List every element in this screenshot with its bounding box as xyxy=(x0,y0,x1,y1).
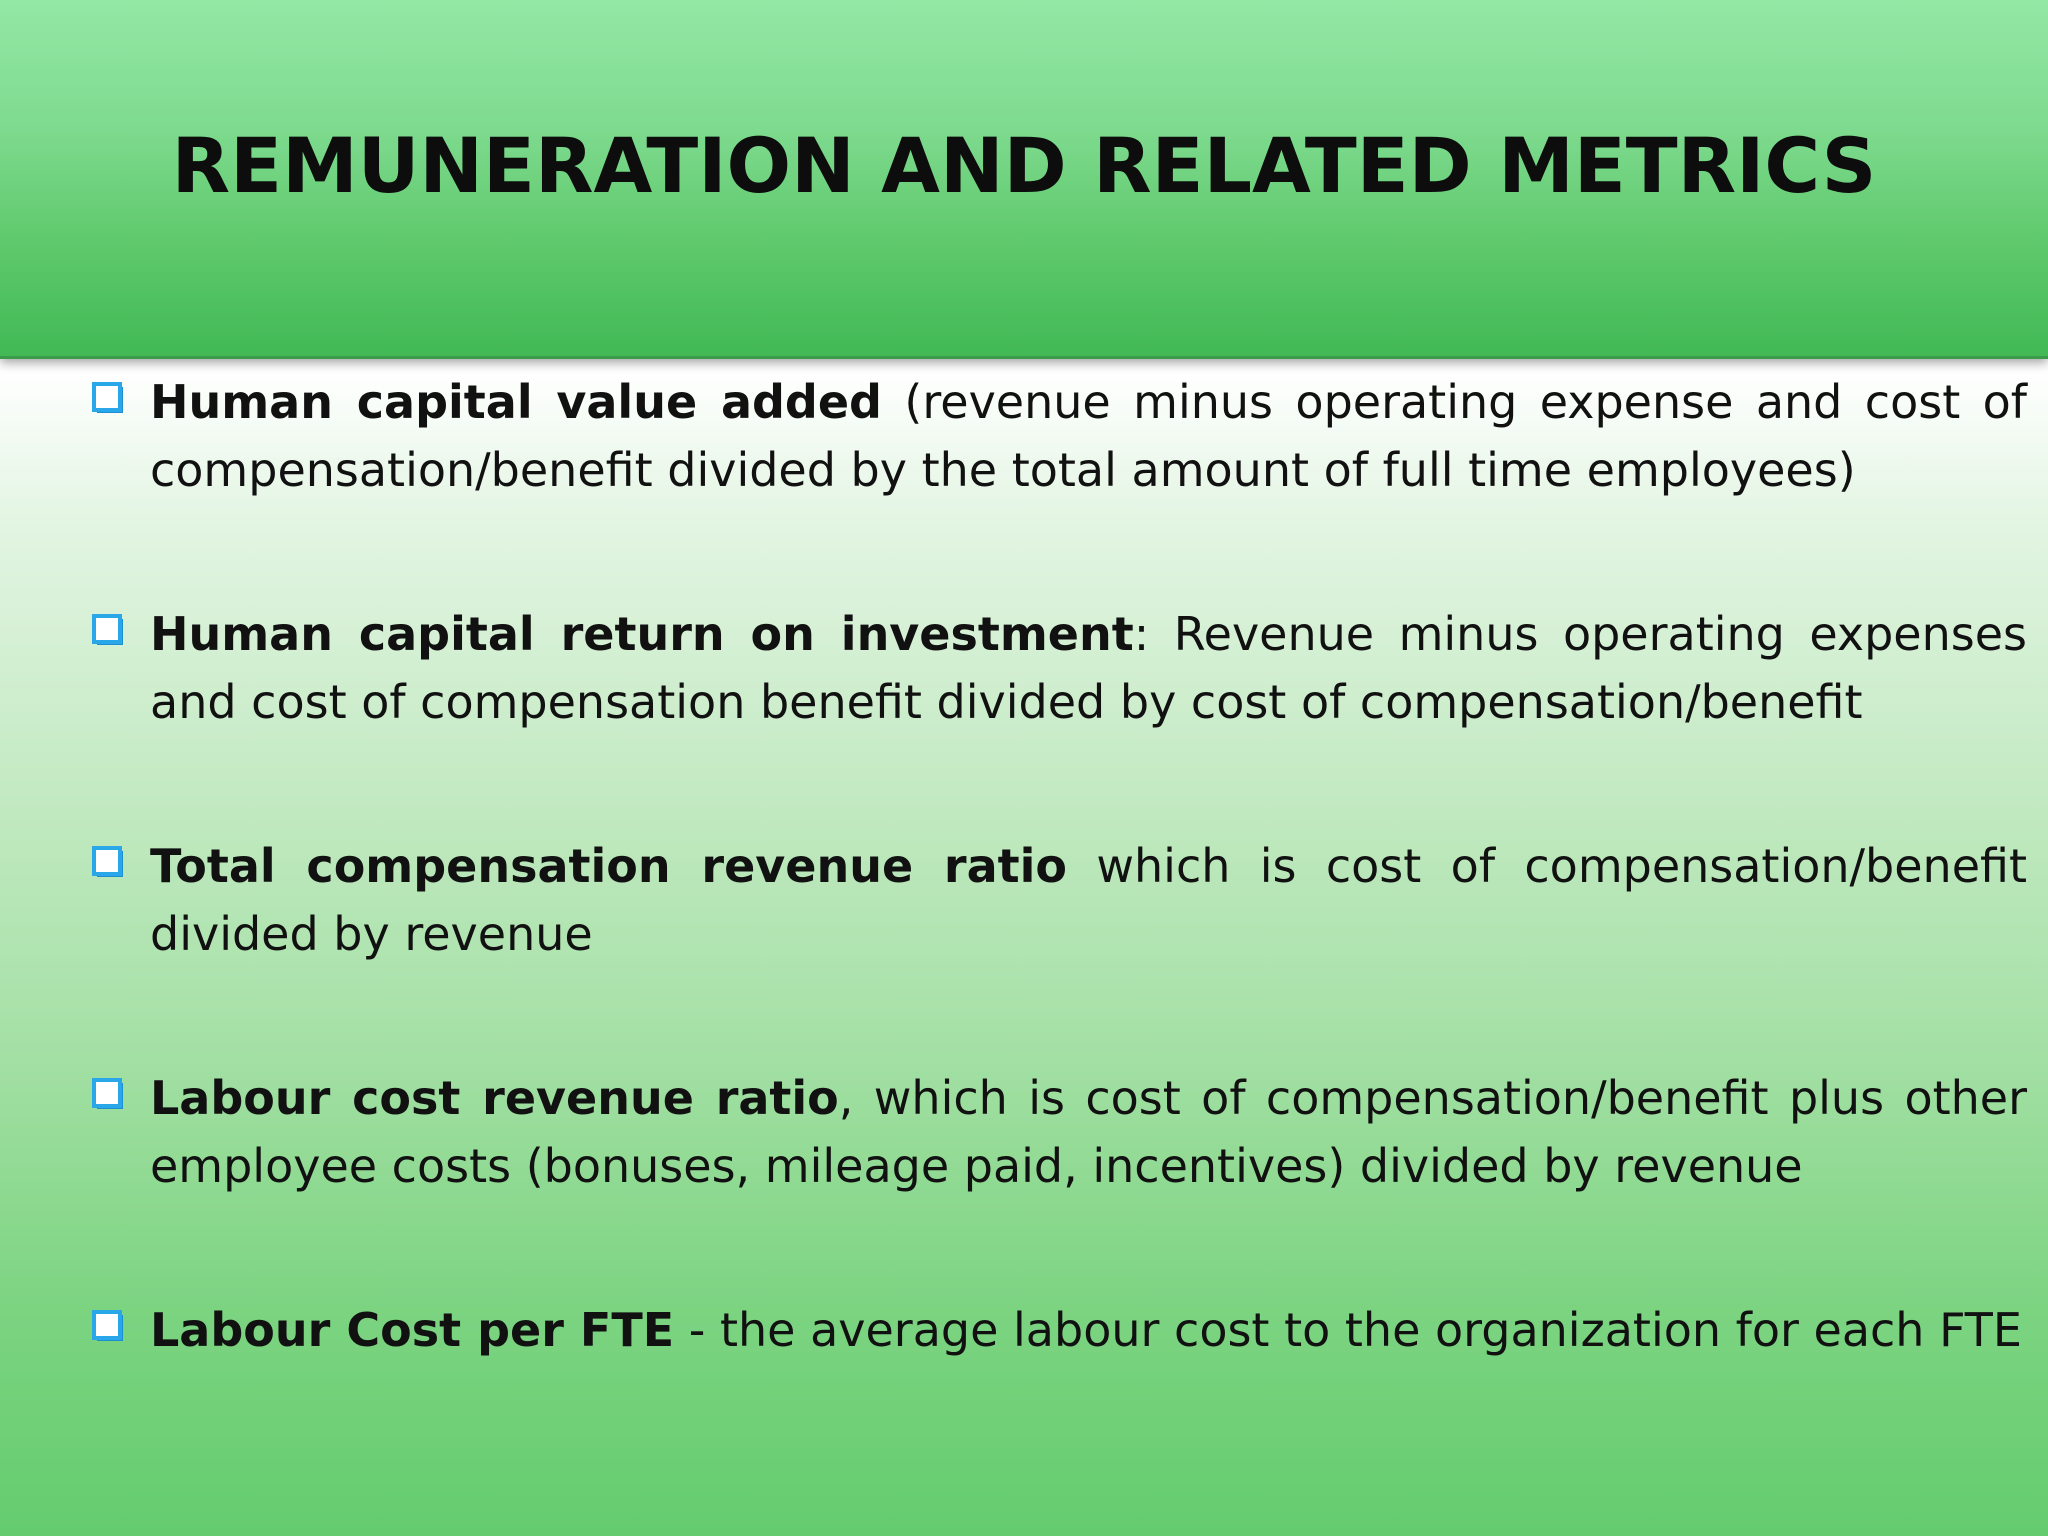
metric-term: Labour Cost per FTE xyxy=(150,1303,675,1357)
slide-title: REMUNERATION AND RELATED METRICS xyxy=(171,121,1877,210)
list-item xyxy=(92,600,2027,736)
metric-description: , which is cost of compensation/benefit plus other employee costs (bonuses, mileage paid, incentives) divided by revenue xyxy=(150,1071,2027,1193)
metric-description: - the average labour cost to the organization for each FTE xyxy=(674,1303,2022,1357)
list-item xyxy=(92,1064,2027,1200)
metric-term: Human capital value added xyxy=(150,375,882,429)
metric-term: Human capital return on investment xyxy=(150,607,1134,661)
hollow-square-bullet-icon xyxy=(92,614,124,646)
list-item xyxy=(92,368,2027,504)
metric-term: Labour cost revenue ratio xyxy=(150,1071,839,1125)
list-item xyxy=(92,1296,2027,1364)
metric-description: which is cost of compensation/benefit divided by revenue xyxy=(150,839,2028,961)
metric-description: : Revenue minus operating expenses and cost of compensation benefit divided by cost of compensation/benefit xyxy=(150,607,2027,729)
metric-term: Total compensation revenue ratio xyxy=(150,839,1068,893)
hollow-square-bullet-icon xyxy=(92,1310,124,1342)
hollow-square-bullet-icon xyxy=(92,846,124,878)
hollow-square-bullet-icon xyxy=(92,382,124,414)
hollow-square-bullet-icon xyxy=(92,1078,124,1110)
list-item xyxy=(92,832,2027,968)
bullet-list xyxy=(92,368,2027,1364)
title-band xyxy=(0,0,2048,359)
metric-description: (revenue minus operating expense and cost of compensation/benefit divided by the total amount of full time employees) xyxy=(150,375,2027,497)
